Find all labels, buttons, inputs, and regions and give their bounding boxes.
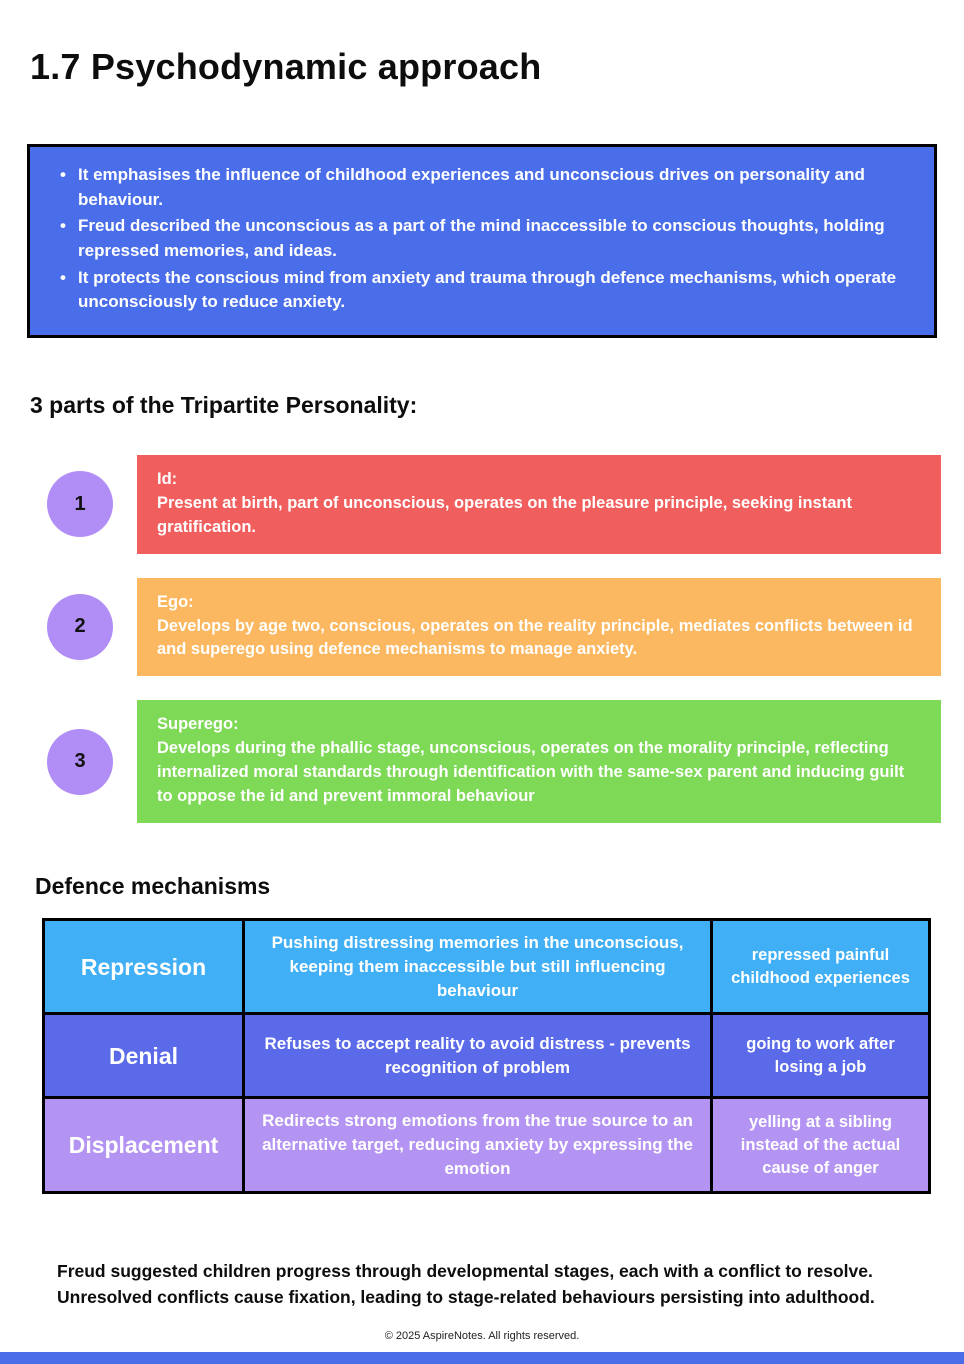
intro-bullet: • Freud described the unconscious as a part of the mind inaccessible to conscious thoughts, holding repressed memories, and ideas. xyxy=(56,214,908,263)
ego-label: Ego: xyxy=(157,592,194,611)
tripartite-item-id xyxy=(47,455,941,554)
term-cell: Denial xyxy=(44,1014,244,1098)
copyright-text: © 2025 AspireNotes. All rights reserved. xyxy=(384,1330,580,1342)
id-box xyxy=(137,455,941,554)
superego-label: Superego: xyxy=(157,715,239,734)
page-title: 1.7 Psychodynamic approach xyxy=(30,46,542,87)
intro-bullet: • It emphasises the influence of childhood experiences and unconscious drives on personality and behaviour. xyxy=(56,163,908,212)
superego-description: Develops during the phallic stage, unconscious, operates on the morality principle, reflecting internalized moral standards through identification with the same-sex parent and inducing guilt to oppose the id and prevent immoral behaviour xyxy=(157,739,905,806)
tripartite-item-superego xyxy=(47,700,941,823)
intro-bullet-list xyxy=(56,163,908,315)
table-row-repression xyxy=(44,920,930,1014)
definition-cell: Pushing distressing memories in the unconscious, keeping them inaccessible but still influencing behaviour xyxy=(244,920,712,1014)
footer-accent-bar xyxy=(0,1352,964,1364)
intro-bullet: • It protects the conscious mind from anxiety and trauma through defence mechanisms, which operate unconsciously to reduce anxiety. xyxy=(56,266,908,315)
intro-summary-box xyxy=(27,144,937,338)
closing-note: Freud suggested children progress through developmental stages, each with a conflict to resolve. Unresolved conflicts cause fixation, leading to stage-related behaviours persisting into adulthood. xyxy=(57,1260,875,1308)
id-label: Id: xyxy=(157,469,178,488)
definition-cell: Redirects strong emotions from the true source to an alternative target, reducing anxiety by expressing the emotion xyxy=(244,1098,712,1192)
step-number-circle: 1 xyxy=(47,471,113,537)
step-number-circle: 3 xyxy=(47,729,113,795)
term-cell: Displacement xyxy=(44,1098,244,1192)
example-cell: yelling at a sibling instead of the actual cause of anger xyxy=(712,1098,930,1192)
definition-cell: Refuses to accept reality to avoid distress - prevents recognition of problem xyxy=(244,1014,712,1098)
defence-mechanisms-table xyxy=(42,918,931,1194)
id-description: Present at birth, part of unconscious, operates on the pleasure principle, seeking instant gratification. xyxy=(157,493,852,536)
superego-box xyxy=(137,700,941,823)
ego-description: Develops by age two, conscious, operates on the reality principle, mediates conflicts between id and superego using defence mechanisms to manage anxiety. xyxy=(157,616,913,659)
example-cell: repressed painful childhood experiences xyxy=(712,920,930,1014)
defence-heading: Defence mechanisms xyxy=(35,873,271,900)
tripartite-item-ego xyxy=(47,578,941,677)
term-cell: Repression xyxy=(44,920,244,1014)
tripartite-heading: 3 parts of the Tripartite Personality: xyxy=(30,391,418,418)
example-cell: going to work after losing a job xyxy=(712,1014,930,1098)
table-row-displacement xyxy=(44,1098,930,1192)
tripartite-list xyxy=(0,455,964,823)
table-row-denial xyxy=(44,1014,930,1098)
step-number-circle: 2 xyxy=(47,594,113,660)
ego-box xyxy=(137,578,941,677)
